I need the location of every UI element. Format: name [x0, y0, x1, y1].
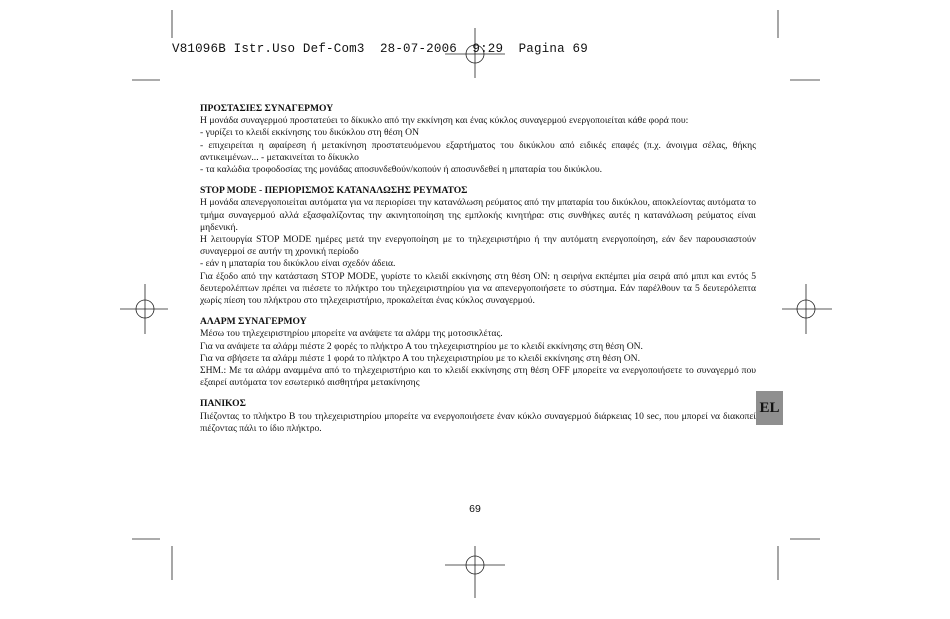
paragraph: Για να ανάψετε τα αλάρμ πιέστε 2 φορές το πλήκτρο Α του τηλεχειριστηρίου με το κλειδί εκκίνησης στη θέση ON.: [200, 340, 643, 352]
note-paragraph: ΣΗΜ.: Με τα αλάρμ αναμμένα από το τηλεχειριστήριο και το κλειδί εκκίνησης στη θέση OFF μπορείτε να ενεργοποιήσετε το συναγερμό που εξαιρεί αυτόματα τον εσωτερικό αισθητήρα μετακίνησης: [200, 365, 756, 389]
section-panic: [200, 398, 756, 435]
bullet-item: - τα καλώδια τροφοδοσίας της μονάδας αποσυνδεθούν/κοπούν ή αποσυνδεθεί η μπαταρία του δικύκλου.: [200, 164, 603, 176]
bullet-item: - επιχειρείται η αφαίρεση ή μετακίνηση προστατευόμενου εξαρτήματος του δικύκλου από ειδικές επαφές (π.χ. άνοιγμα σέλας, θήκης αντικειμένων... - μετακινείται το δίκυκλο: [200, 139, 756, 163]
language-tab: EL: [756, 391, 783, 425]
paragraph: Για να σβήσετε τα αλάρμ πιέστε 1 φορά το πλήκτρο Α του τηλεχειριστηρίου με το κλειδί εκκίνησης στη θέση ON.: [200, 352, 641, 364]
slug-time: 9:29: [472, 42, 504, 56]
bullet-item: - γυρίζει το κλειδί εκκίνησης του δικύκλου στη θέση ON: [200, 127, 420, 139]
page-number: 69: [469, 503, 481, 515]
paragraph: Η λειτουργία STOP MODE ημέρες μετά την ενεργοποίηση με το τηλεχειριστήριο ή την αυτόματη ενεργοποίηση, εάν δεν παρουσιαστούν συναγερμοί σε αυτήν τη χρονική περίοδο: [200, 234, 756, 258]
paragraph: Για έξοδο από την κατάσταση STOP MODE, γυρίστε το κλειδί εκκίνησης στη θέση ON: η σειρήνα εκπέμπει μία σειρά από μπιπ και εντός 5 δευτερολέπτων πρέπει να πιέσετε το πλήκτρο του τηλεχειριστηρίου για να απενεργοποιήσετε το σύστημα. Εάν παρέλθουν τα 5 δευτερόλεπτα χωρίς πίεση του πλήκτρου στο τηλεχειριστήριο, προκαλείται ένας κύκλος συναγερμού.: [200, 270, 756, 307]
slug-date: 28-07-2006: [379, 42, 457, 56]
section-alarm-protections: [200, 103, 756, 176]
paragraph: Η μονάδα συναγερμού προστατεύει το δίκυκλο από την εκκίνηση και ένας κύκλος συναγερμού ενεργοποιείται κάθε φορά που:: [200, 115, 689, 127]
section-alarm-hazard-lights: [200, 316, 756, 389]
section-stop-mode: [200, 185, 756, 307]
slug-page: Pagina 69: [518, 42, 588, 56]
manual-content: [200, 103, 756, 444]
bullet-item: - εάν η μπαταρία του δικύκλου είναι σχεδόν άδεια.: [200, 258, 396, 270]
paragraph: Πιέζοντας το πλήκτρο Β του τηλεχειριστηρίου μπορείτε να ενεργοποιήσετε έναν κύκλο συναγερμού διάρκειας 10 sec, που μπορεί να διακοπεί πιέζοντας πάλι το ίδιο πλήκτρο.: [200, 410, 756, 434]
section-title: STOP MODE - ΠΕΡΙΟΡΙΣΜΟΣ ΚΑΤΑΝΑΛΩΣΗΣ ΡΕΥΜΑΤΟΣ: [200, 185, 468, 197]
print-slug-header: [172, 42, 588, 56]
slug-code: V81096B: [172, 42, 226, 56]
section-title: ΠΑΝΙΚΟΣ: [200, 398, 246, 410]
section-title: ΠΡΟΣΤΑΣΙΕΣ ΣΥΝΑΓΕΡΜΟΥ: [200, 103, 334, 114]
paragraph: Η μονάδα απενεργοποιείται αυτόματα για να περιορίσει την κατανάλωση ρεύματος από την μπαταρία του δικύκλου, αποκλείοντας αυτόματα το τμήμα συναγερμού αλλά εξασφαλίζοντας την ακινητοποίηση της εμπλοκής κινητήρα: στις συνθήκες αυτές η κατανάλωση ρεύματος είναι μηδενική.: [200, 197, 756, 233]
paragraph: Μέσω του τηλεχειριστηρίου μπορείτε να ανάψετε τα αλάρμ της μοτοσικλέτας.: [200, 328, 503, 340]
slug-file: Istr.Uso Def-Com3: [233, 42, 365, 56]
section-title: ΑΛΑΡΜ ΣΥΝΑΓΕΡΜΟΥ: [200, 316, 307, 328]
